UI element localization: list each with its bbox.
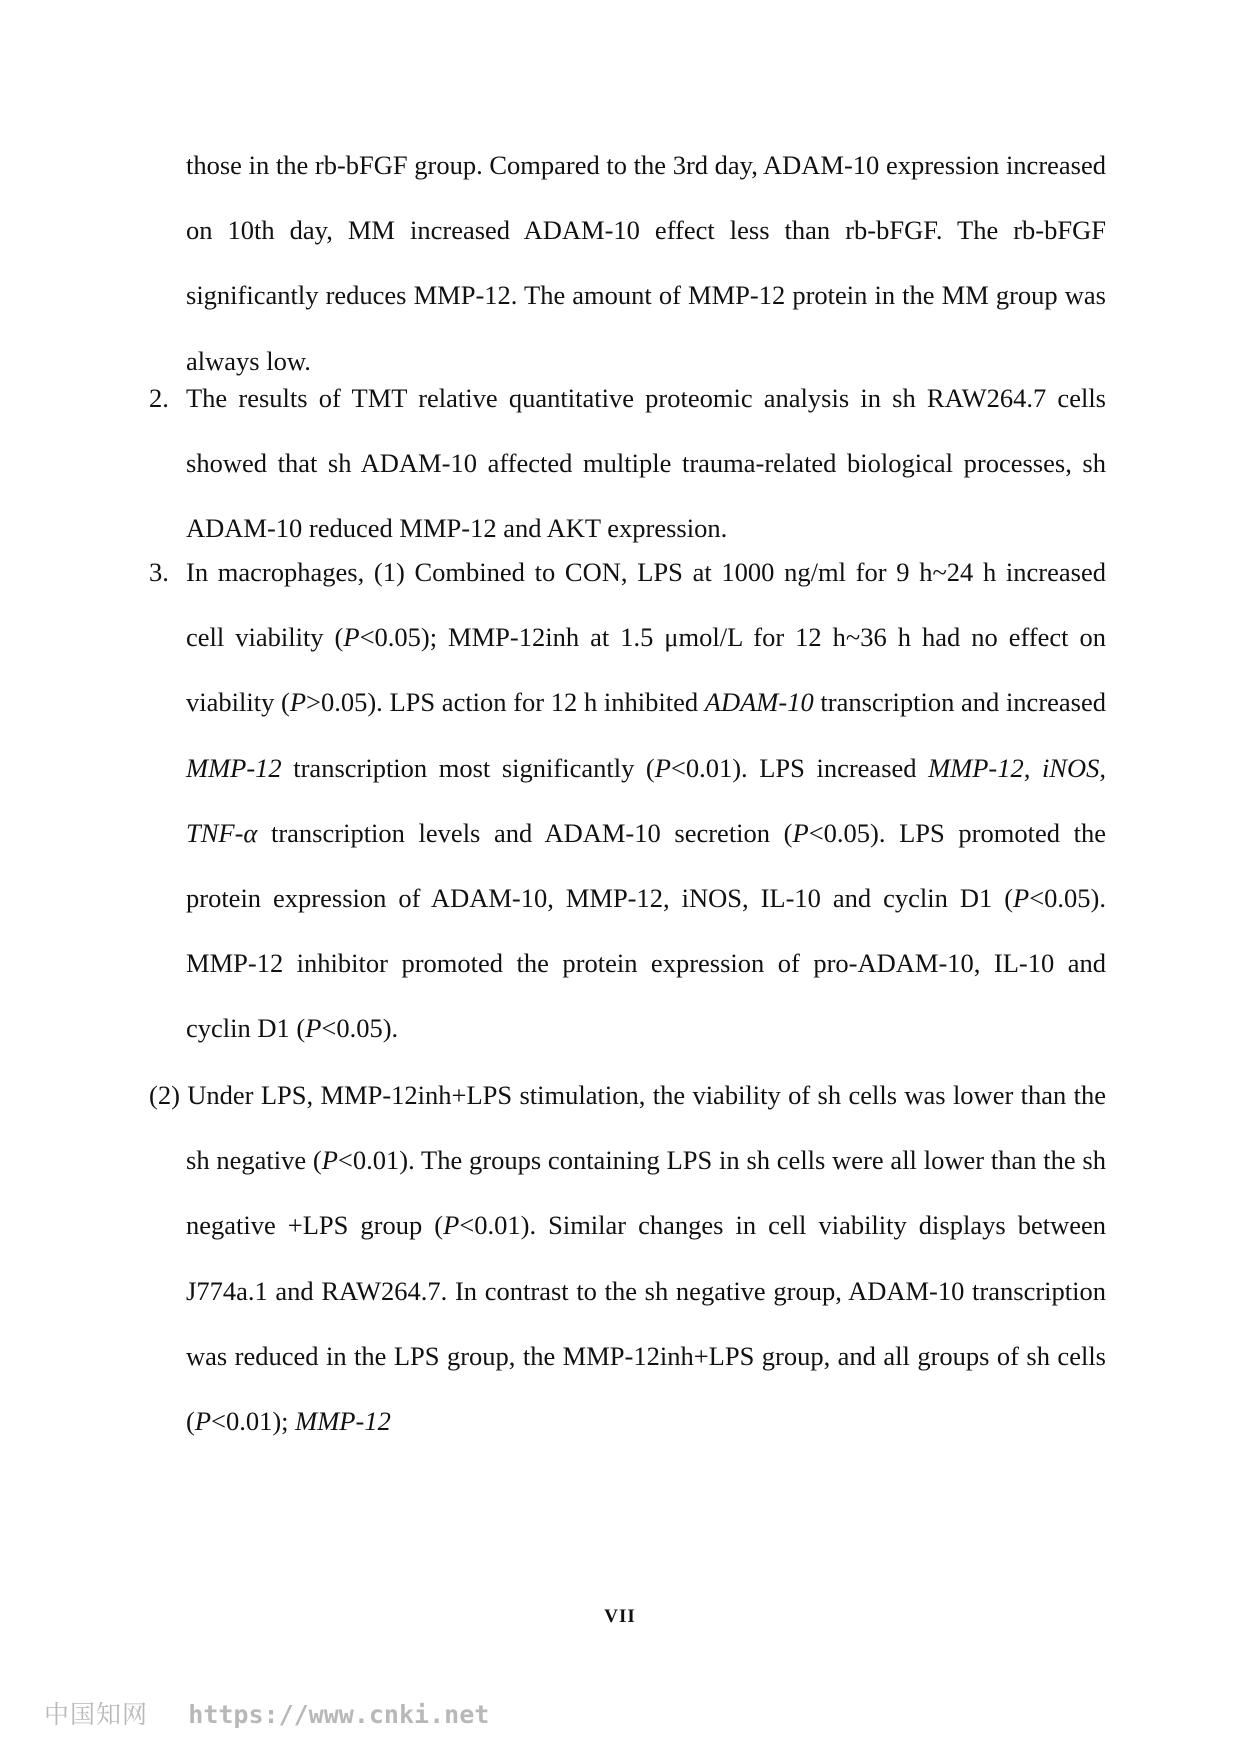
list-item-number: 3. xyxy=(149,557,169,587)
text-run: (2) Under LPS, MMP-12inh+LPS stimulation, the viability of sh cells was lower than the sh negative ( xyxy=(149,1080,1106,1176)
list-item-number: 2. xyxy=(149,383,169,413)
watermark-url[interactable]: https://www.cnki.net xyxy=(188,1700,490,1729)
list-item-3-sub-2 xyxy=(149,1063,1106,1454)
text-run: <0.01). LPS increased xyxy=(670,752,929,783)
list-item-text xyxy=(149,1063,1106,1454)
gene-name: MMP-12 xyxy=(295,1406,391,1437)
text-run: >0.05). LPS action for 12 h inhibited xyxy=(306,687,705,718)
text-run: <0.05). LPS promoted the protein expression of ADAM-10, MMP-12, iNOS, IL-10 and cyclin D1 ( xyxy=(186,817,1106,914)
p-value-symbol: P xyxy=(792,817,809,848)
p-value-symbol: P xyxy=(194,1406,212,1437)
gene-name: ADAM-10 xyxy=(704,687,814,718)
list-item-text xyxy=(186,366,1106,562)
text-run: transcription and increased xyxy=(813,687,1106,718)
list-item-2 xyxy=(149,366,1106,562)
gene-name: MMP-12, iNOS, TNF-α xyxy=(186,752,1106,848)
watermark xyxy=(44,1695,489,1731)
p-value-symbol: P xyxy=(305,1013,322,1044)
list-item-3 xyxy=(149,540,1106,1062)
p-value-symbol: P xyxy=(654,752,671,783)
text-run: <0.01). The groups containing LPS in sh cells were all lower than the sh negative +LPS group ( xyxy=(186,1145,1106,1241)
list-item-text xyxy=(186,540,1106,1062)
text-run: The results of TMT relative quantitative proteomic analysis in sh RAW264.7 cells showed that sh ADAM-10 affected multiple trauma-related biological processes, sh ADAM-10 reduced MMP-12 and AKT expression. xyxy=(186,383,1106,544)
text-run: <0.01); xyxy=(211,1406,296,1437)
watermark-logo-text: 中国知网 xyxy=(44,1700,149,1729)
text-run: <0.05). xyxy=(321,1013,399,1044)
paragraph-text: those in the rb-bFGF group. Compared to the 3rd day, ADAM-10 expression increased on 10th day, MM increased ADAM-10 effect less than rb-bFGF. The rb-bFGF significantly reduces MMP-12. The amount of MMP-12 protein in the MM group was always low. xyxy=(186,150,1106,376)
p-value-symbol: P xyxy=(1013,883,1030,914)
gene-name: MMP-12 xyxy=(186,752,282,783)
p-value-symbol: P xyxy=(321,1145,338,1176)
p-value-symbol: P xyxy=(289,687,307,718)
text-run: <0.01). Similar changes in cell viability displays between J774a.1 and RAW264.7. In contrast to the sh negative group, ADAM-10 transcription was reduced in the LPS group, the MMP-12inh+LPS group, and all groups of sh cells ( xyxy=(186,1210,1106,1437)
page-number: VII xyxy=(604,1606,636,1627)
text-run: transcription levels and ADAM-10 secretion ( xyxy=(257,817,793,848)
p-value-symbol: P xyxy=(443,1210,460,1241)
text-run: <0.05); MMP-12inh at 1.5 μmol/L for 12 h~36 h had no effect on viability ( xyxy=(186,622,1106,718)
text-run: transcription most significantly ( xyxy=(281,752,655,783)
text-run: In macrophages, (1) Combined to CON, LPS at 1000 ng/ml for 9 h~24 h increased cell viability ( xyxy=(186,557,1106,653)
p-value-symbol: P xyxy=(343,622,360,653)
text-run: <0.05). MMP-12 inhibitor promoted the protein expression of pro-ADAM-10, IL-10 and cyclin D1 ( xyxy=(186,883,1106,1044)
paragraph-continuation xyxy=(186,133,1106,394)
